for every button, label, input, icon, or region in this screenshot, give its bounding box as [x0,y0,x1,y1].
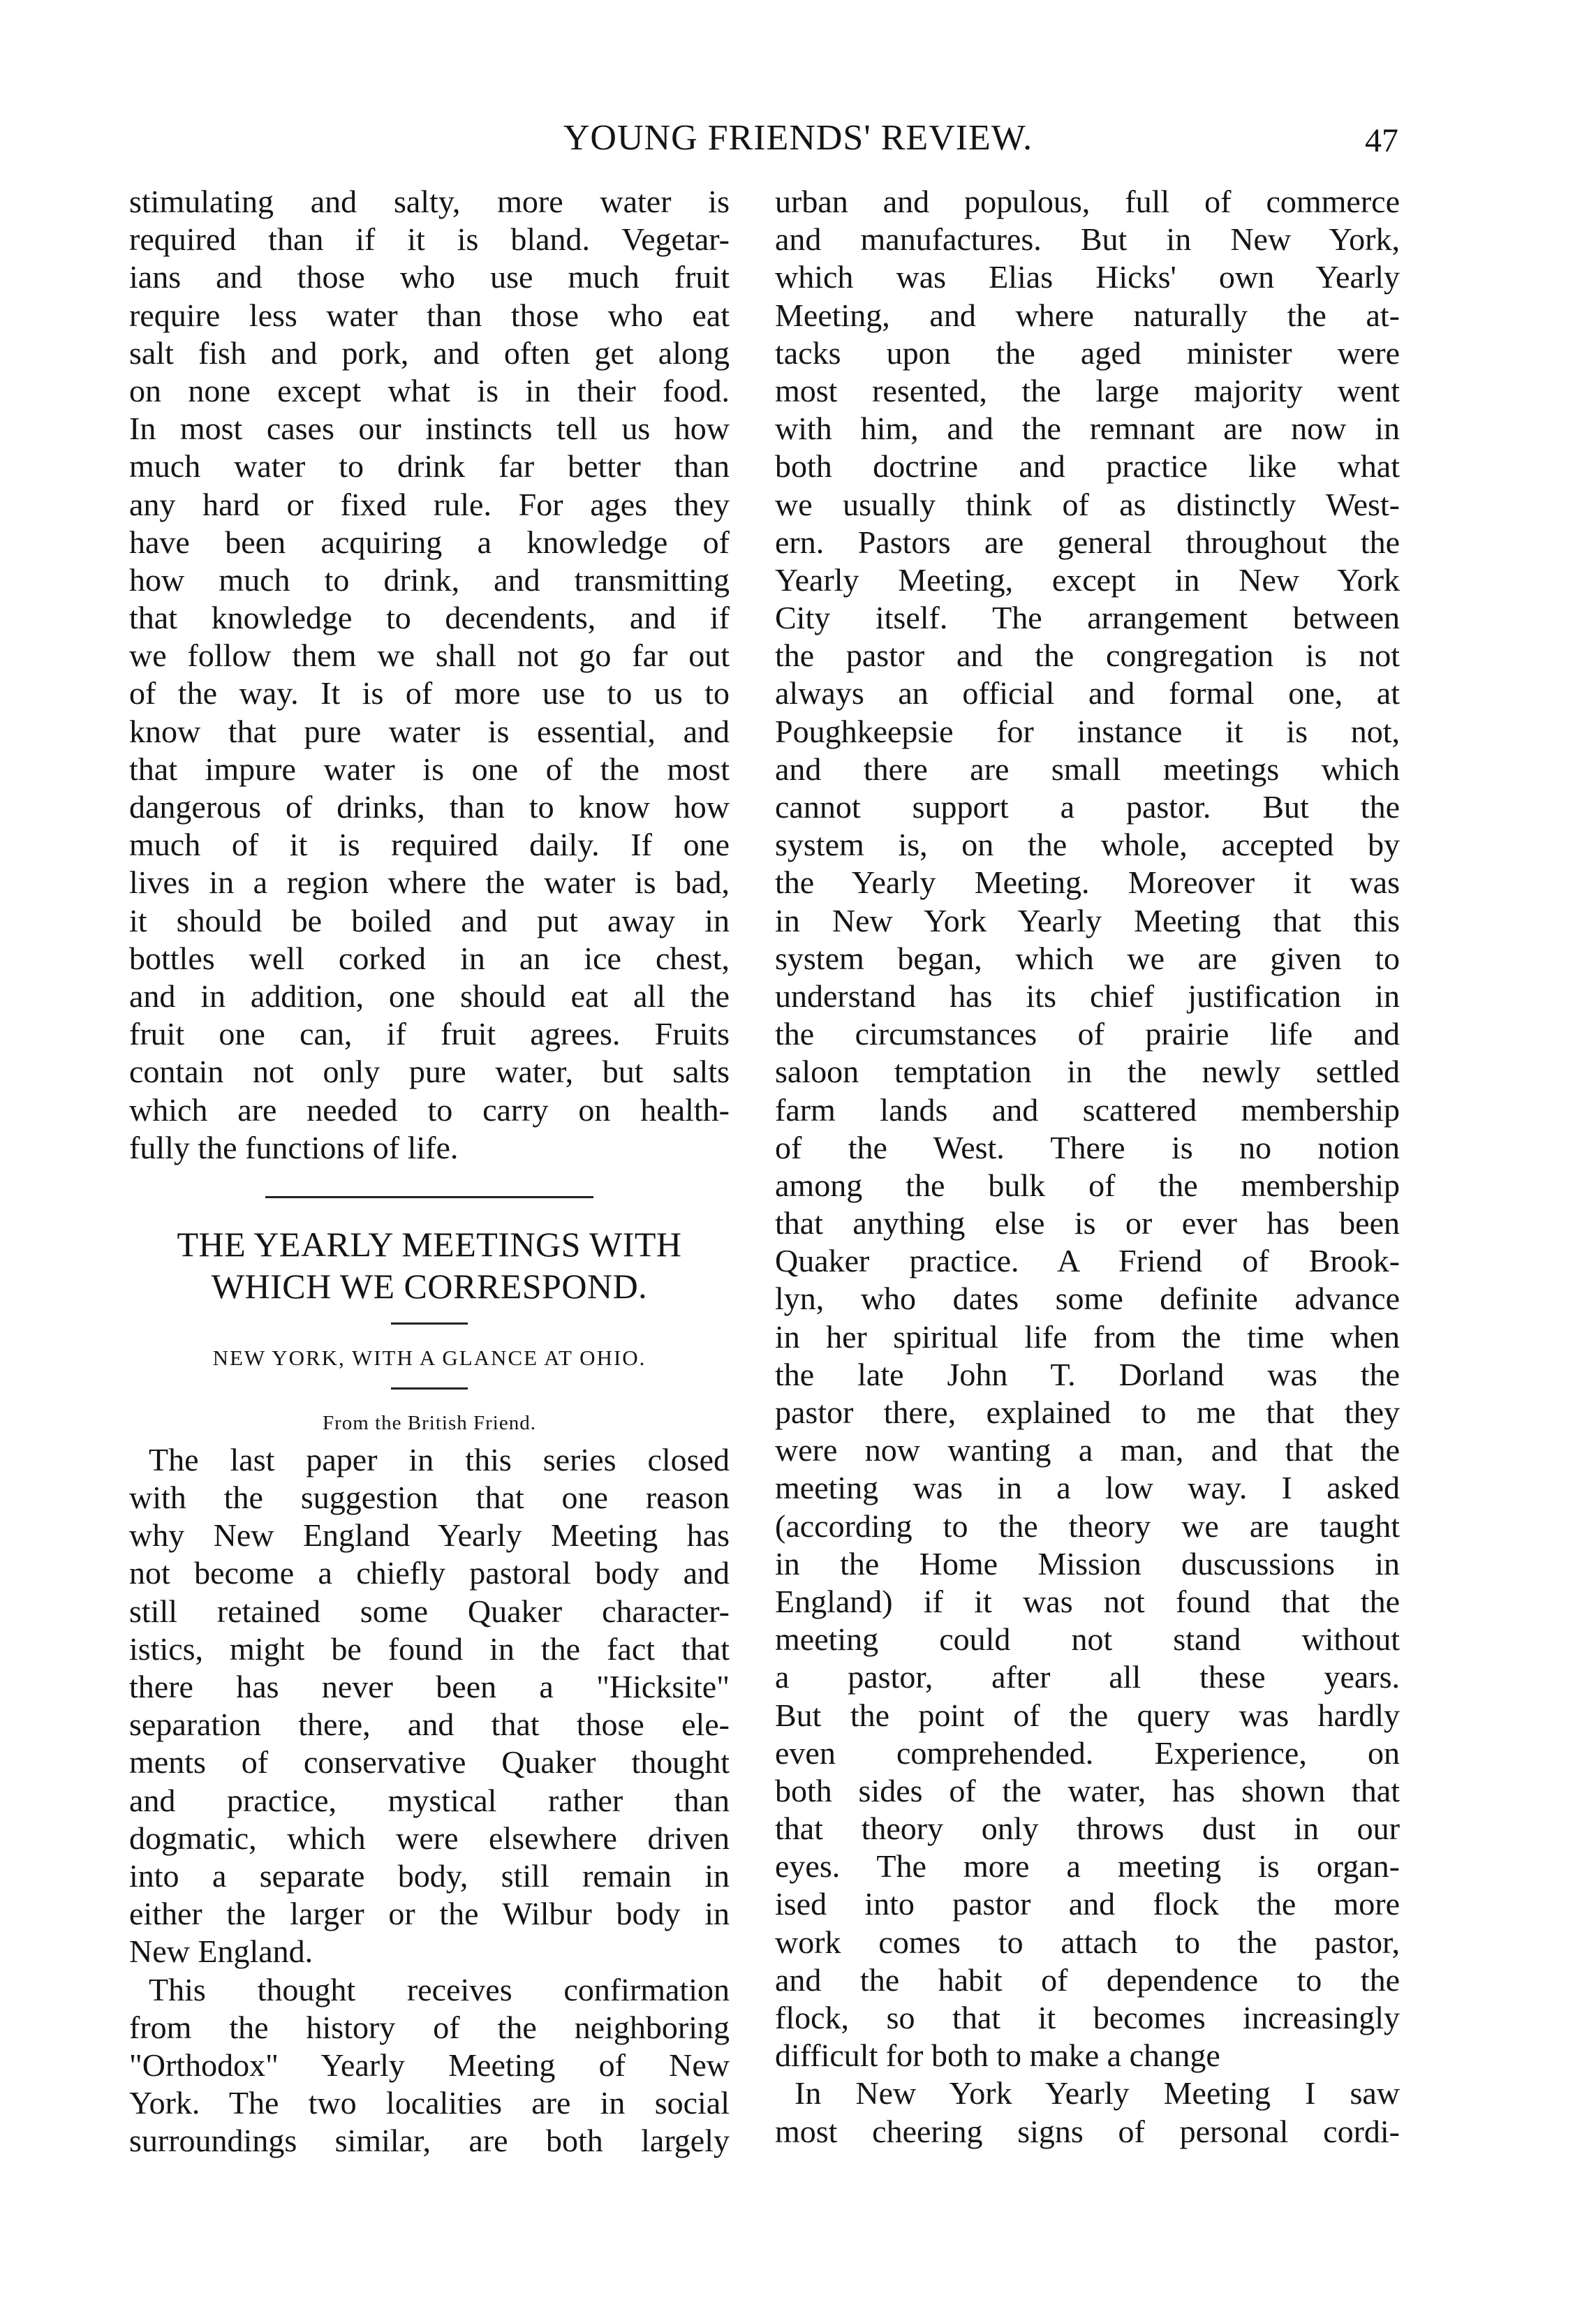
text-line: and the habit of dependence to the [775,1961,1400,1998]
text-line: England) if it was not found that the [775,1583,1400,1619]
text-line: in New York Yearly Meeting that this [775,902,1400,938]
text-line: there has never been a "Hicksite" [129,1669,730,1704]
text-line: (according to the theory we are taught [775,1508,1400,1544]
text-line: stimulating and salty, more water is [129,184,730,219]
text-line: But the point of the query was hardly [775,1697,1400,1733]
text-line: know that pure water is essential, and [129,713,730,749]
text-line: which are needed to carry on health- [129,1091,730,1128]
text-line: lyn, who dates some definite advance [775,1281,1400,1317]
article-continuation [129,183,730,1167]
text-line: into a separate body, still remain in [129,1857,730,1894]
text-line: Meeting, and where naturally the at- [775,297,1400,333]
text-line: on none except what is in their food. [129,372,730,408]
text-line: The last paper in this series closed [149,1441,730,1477]
text-line: most resented, the large majority went [775,372,1400,408]
text-line: eyes. The more a meeting is organ- [775,1848,1400,1885]
text-line: the circumstances of prairie life and [775,1016,1400,1052]
text-line: and practice, mystical rather than [129,1782,730,1818]
text-line: and there are small meetings which [775,751,1400,787]
paragraph-lines [129,183,730,1167]
text-line: urban and populous, full of commerce [775,184,1400,219]
right-column [775,183,1400,2151]
text-line: flock, so that it becomes increasingly [775,2000,1400,2035]
text-line: ians and those who use much fruit [129,259,730,295]
text-line: system is, on the whole, accepted by [775,827,1400,863]
heading-divider [391,1322,468,1325]
text-line: City itself. The arrangement between [775,600,1400,636]
text-line: in her spiritual life from the time when [775,1318,1400,1355]
article-heading-line-1: THE YEARLY MEETINGS WITH [177,1224,682,1264]
text-line: istics, might be found in the fact that [129,1630,730,1667]
paragraph-lines [129,1441,730,1971]
text-line: have been acquiring a knowledge of [129,524,730,560]
text-line: both sides of the water, has shown that [775,1772,1400,1808]
text-line: system began, which we are given to [775,940,1400,976]
page-number: 47 [1365,122,1398,159]
text-line: how much to drink, and transmitting [129,561,730,598]
text-line: among the bulk of the membership [775,1167,1400,1203]
text-line: a pastor, after all these years. [775,1659,1400,1695]
text-line: even comprehended. Experience, on [775,1734,1400,1771]
text-line: any hard or fixed rule. For ages they [129,486,730,522]
text-line: much of it is required daily. If one [129,827,730,863]
text-line: meeting could not stand without [775,1621,1400,1658]
text-line: and in addition, one should eat all the [129,978,730,1014]
text-line: that theory only throws dust in our [775,1811,1400,1847]
text-line: dogmatic, which were elsewhere driven [129,1820,730,1856]
text-line: much water to drink far better than [129,448,730,485]
text-line: either the larger or the Wilbur body in [129,1896,730,1932]
article-subheading: NEW YORK, WITH A GLANCE AT OHIO. [212,1345,646,1370]
text-line: lives in a region where the water is bad, [129,864,730,901]
source-credit: From the British Friend. [323,1411,536,1434]
text-line: Yearly Meeting, except in New York [775,561,1400,598]
text-line: the Yearly Meeting. Moreover it was [775,864,1400,901]
text-line: ern. Pastors are general throughout the [775,524,1400,560]
text-line: York. The two localities are in social [129,2085,730,2121]
text-line: still retained some Quaker character- [129,1593,730,1629]
text-line: we usually think of as distinctly West- [775,486,1400,522]
article-heading-line-2: WHICH WE CORRESPOND. [211,1266,648,1306]
text-line: saloon temptation in the newly settled [775,1054,1400,1090]
text-line: Poughkeepsie for instance it is not, [775,713,1400,749]
text-line: the pastor and the congregation is not [775,638,1400,674]
text-line: meeting was in a low way. I asked [775,1470,1400,1506]
text-line: were now wanting a man, and that the [775,1432,1400,1468]
text-line: in the Home Mission duscussions in [775,1545,1400,1582]
text-line: cannot support a pastor. But the [775,789,1400,825]
text-line: it should be boiled and put away in [129,902,730,938]
text-line: ised into pastor and flock the more [775,1886,1400,1922]
text-line: difficult for both to make a change [775,2037,1220,2074]
text-line: salt fish and pork, and often get along [129,334,730,371]
text-line: always an official and formal one, at [775,675,1400,712]
text-line: surroundings similar, are both largely [129,2123,730,2159]
paragraph-lines [129,1971,730,2160]
text-line: separation there, and that those ele- [129,1707,730,1743]
text-line: from the history of the neighboring [129,2009,730,2045]
text-line: work comes to attach to the pastor, [775,1924,1400,1960]
text-line: that anything else is or ever has been [775,1205,1400,1241]
text-line: that impure water is one of the most [129,751,730,787]
text-line: ments of conservative Quaker thought [129,1744,730,1781]
text-line: bottles well corked in an ice chest, [129,940,730,976]
text-line: which was Elias Hicks' own Yearly [775,259,1400,295]
section-divider [265,1196,593,1198]
text-line: farm lands and scattered membership [775,1091,1400,1128]
left-column [129,183,730,2160]
text-line: dangerous of drinks, than to know how [129,789,730,825]
journal-title: YOUNG FRIENDS' REVIEW. [563,118,1033,158]
text-line: of the West. There is no notion [775,1129,1400,1165]
text-line: require less water than those who eat [129,297,730,333]
text-line: that knowledge to decendents, and if [129,600,730,636]
subheading-divider [391,1387,468,1390]
text-line: tacks upon the aged minister were [775,334,1400,371]
text-line: "Orthodox" Yearly Meeting of New [129,2047,730,2083]
paragraph-lines [775,183,1400,2075]
text-line: pastor there, explained to me that they [775,1394,1400,1430]
text-line: In New York Yearly Meeting I saw [795,2075,1400,2112]
text-line: fruit one can, if fruit agrees. Fruits [129,1016,730,1052]
text-line: This thought receives confirmation [149,1971,730,2007]
paragraph-lines [775,2075,1400,2150]
text-line: In most cases our instincts tell us how [129,411,730,447]
text-line: we follow them we shall not go far out [129,638,730,674]
text-line: not become a chiefly pastoral body and [129,1555,730,1591]
text-line: and manufactures. But in New York, [775,221,1400,258]
text-line: with the suggestion that one reason [129,1480,730,1516]
text-line: required than if it is bland. Vegetar- [129,221,730,258]
text-line: understand has its chief justification in [775,978,1400,1014]
text-line: the late John T. Dorland was the [775,1356,1400,1392]
text-line: fully the functions of life. [129,1129,459,1165]
text-line: New England. [129,1933,313,1970]
text-line: most cheering signs of personal cordi- [775,2113,1400,2149]
text-line: of the way. It is of more use to us to [129,675,730,712]
text-line: Quaker practice. A Friend of Brook- [775,1243,1400,1279]
text-line: both doctrine and practice like what [775,448,1400,485]
text-line: why New England Yearly Meeting has [129,1517,730,1554]
text-line: with him, and the remnant are now in [775,411,1400,447]
text-line: contain not only pure water, but salts [129,1054,730,1090]
